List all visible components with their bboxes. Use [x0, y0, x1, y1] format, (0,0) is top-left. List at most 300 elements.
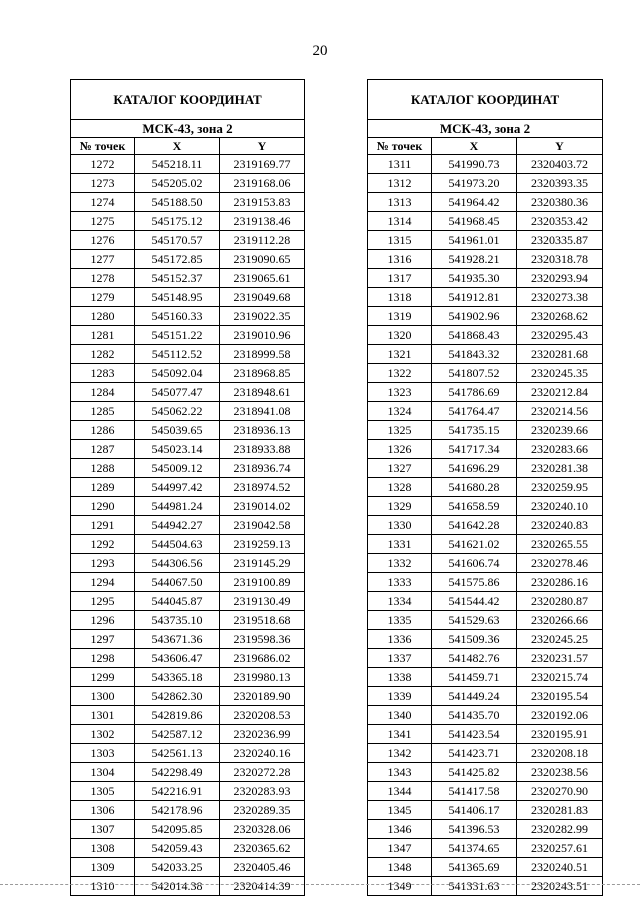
table-row [368, 649, 603, 668]
table-subtitle: МСК-43, зона 2 [71, 120, 305, 138]
y-coordinate-cell: 2318936.13 [220, 421, 305, 440]
point-number-cell: 1288 [71, 459, 135, 478]
x-coordinate-cell: 541990.73 [432, 155, 517, 174]
column-header-y: Y [220, 138, 305, 155]
point-number-cell: 1343 [368, 763, 432, 782]
y-coordinate-cell: 2318948.61 [220, 383, 305, 402]
point-number-cell: 1298 [71, 649, 135, 668]
point-number-cell: 1305 [71, 782, 135, 801]
point-number-cell: 1332 [368, 554, 432, 573]
table-row [71, 516, 305, 535]
point-number-cell: 1275 [71, 212, 135, 231]
table-row [71, 649, 305, 668]
y-coordinate-cell: 2320281.38 [517, 459, 603, 478]
table-row [368, 326, 603, 345]
table-row [71, 440, 305, 459]
table-row [368, 763, 603, 782]
point-number-cell: 1323 [368, 383, 432, 402]
x-coordinate-cell: 541717.34 [432, 440, 517, 459]
point-number-cell: 1306 [71, 801, 135, 820]
point-number-cell: 1299 [71, 668, 135, 687]
table-row [71, 459, 305, 478]
point-number-cell: 1310 [71, 877, 135, 896]
table-row [71, 763, 305, 782]
y-coordinate-cell: 2320195.54 [517, 687, 603, 706]
table-row [368, 516, 603, 535]
y-coordinate-cell: 2320403.72 [517, 155, 603, 174]
table-row [71, 421, 305, 440]
y-coordinate-cell: 2320192.06 [517, 706, 603, 725]
table-row [71, 592, 305, 611]
y-coordinate-cell: 2320393.35 [517, 174, 603, 193]
x-coordinate-cell: 542587.12 [135, 725, 220, 744]
table-row [71, 611, 305, 630]
y-coordinate-cell: 2319168.06 [220, 174, 305, 193]
point-number-cell: 1313 [368, 193, 432, 212]
point-number-cell: 1340 [368, 706, 432, 725]
point-number-cell: 1349 [368, 877, 432, 896]
x-coordinate-cell: 541575.86 [432, 573, 517, 592]
x-coordinate-cell: 541621.02 [432, 535, 517, 554]
table-row [71, 782, 305, 801]
table-row [71, 269, 305, 288]
point-number-cell: 1308 [71, 839, 135, 858]
y-coordinate-cell: 2320414.39 [220, 877, 305, 896]
x-coordinate-cell: 541406.17 [432, 801, 517, 820]
point-number-cell: 1290 [71, 497, 135, 516]
x-coordinate-cell: 545152.37 [135, 269, 220, 288]
page-number: 20 [312, 43, 328, 59]
point-number-cell: 1279 [71, 288, 135, 307]
point-number-cell: 1307 [71, 820, 135, 839]
y-coordinate-cell: 2320212.84 [517, 383, 603, 402]
y-coordinate-cell: 2320281.83 [517, 801, 603, 820]
y-coordinate-cell: 2320215.74 [517, 668, 603, 687]
y-coordinate-cell: 2320243.51 [517, 877, 603, 896]
y-coordinate-cell: 2319112.28 [220, 231, 305, 250]
y-coordinate-cell: 2320283.66 [517, 440, 603, 459]
x-coordinate-cell: 541529.63 [432, 611, 517, 630]
y-coordinate-cell: 2320266.66 [517, 611, 603, 630]
y-coordinate-cell: 2320272.28 [220, 763, 305, 782]
point-number-cell: 1326 [368, 440, 432, 459]
point-number-cell: 1334 [368, 592, 432, 611]
point-number-cell: 1339 [368, 687, 432, 706]
table-row [71, 155, 305, 174]
point-number-cell: 1327 [368, 459, 432, 478]
table-row [368, 573, 603, 592]
y-coordinate-cell: 2319145.29 [220, 554, 305, 573]
x-coordinate-cell: 545160.33 [135, 307, 220, 326]
y-coordinate-cell: 2320283.93 [220, 782, 305, 801]
y-coordinate-cell: 2320240.10 [517, 497, 603, 516]
table-row [368, 193, 603, 212]
table-row [71, 402, 305, 421]
x-coordinate-cell: 541658.59 [432, 497, 517, 516]
point-number-cell: 1337 [368, 649, 432, 668]
table-row [368, 364, 603, 383]
y-coordinate-cell: 2320257.61 [517, 839, 603, 858]
table-row [368, 858, 603, 877]
point-number-cell: 1277 [71, 250, 135, 269]
y-coordinate-cell: 2320273.38 [517, 288, 603, 307]
table-row [368, 554, 603, 573]
point-number-cell: 1281 [71, 326, 135, 345]
point-number-cell: 1276 [71, 231, 135, 250]
x-coordinate-cell: 545172.85 [135, 250, 220, 269]
table-row [71, 554, 305, 573]
y-coordinate-cell: 2320365.62 [220, 839, 305, 858]
point-number-cell: 1331 [368, 535, 432, 554]
point-number-cell: 1321 [368, 345, 432, 364]
y-coordinate-cell: 2320318.78 [517, 250, 603, 269]
table-row [71, 326, 305, 345]
table-row [368, 744, 603, 763]
x-coordinate-cell: 541680.28 [432, 478, 517, 497]
x-coordinate-cell: 541423.54 [432, 725, 517, 744]
y-coordinate-cell: 2320259.95 [517, 478, 603, 497]
x-coordinate-cell: 541365.69 [432, 858, 517, 877]
y-coordinate-cell: 2320282.99 [517, 820, 603, 839]
point-number-cell: 1344 [368, 782, 432, 801]
point-number-cell: 1293 [71, 554, 135, 573]
table-row [368, 839, 603, 858]
table-row [71, 877, 305, 896]
column-header-x: X [135, 138, 220, 155]
x-coordinate-cell: 542095.85 [135, 820, 220, 839]
point-number-cell: 1289 [71, 478, 135, 497]
y-coordinate-cell: 2320239.66 [517, 421, 603, 440]
table-row [368, 630, 603, 649]
table-row [368, 383, 603, 402]
y-coordinate-cell: 2318974.52 [220, 478, 305, 497]
table-row [71, 383, 305, 402]
x-coordinate-cell: 541735.15 [432, 421, 517, 440]
point-number-cell: 1297 [71, 630, 135, 649]
x-coordinate-cell: 541928.21 [432, 250, 517, 269]
y-coordinate-cell: 2319169.77 [220, 155, 305, 174]
x-coordinate-cell: 541696.29 [432, 459, 517, 478]
y-coordinate-cell: 2319980.13 [220, 668, 305, 687]
point-number-cell: 1286 [71, 421, 135, 440]
point-number-cell: 1335 [368, 611, 432, 630]
x-coordinate-cell: 541973.20 [432, 174, 517, 193]
x-coordinate-cell: 541544.42 [432, 592, 517, 611]
point-number-cell: 1346 [368, 820, 432, 839]
x-coordinate-cell: 545092.04 [135, 364, 220, 383]
table-row [71, 174, 305, 193]
point-number-cell: 1315 [368, 231, 432, 250]
table-row [368, 535, 603, 554]
point-number-cell: 1314 [368, 212, 432, 231]
table-row [71, 820, 305, 839]
y-coordinate-cell: 2320245.25 [517, 630, 603, 649]
y-coordinate-cell: 2320238.56 [517, 763, 603, 782]
table-row [71, 630, 305, 649]
point-number-cell: 1301 [71, 706, 135, 725]
table-row [368, 725, 603, 744]
y-coordinate-cell: 2318933.88 [220, 440, 305, 459]
y-coordinate-cell: 2320245.35 [517, 364, 603, 383]
point-number-cell: 1291 [71, 516, 135, 535]
table-row [368, 421, 603, 440]
point-number-cell: 1312 [368, 174, 432, 193]
y-coordinate-cell: 2320293.94 [517, 269, 603, 288]
point-number-cell: 1283 [71, 364, 135, 383]
table-row [71, 212, 305, 231]
x-coordinate-cell: 541961.01 [432, 231, 517, 250]
point-number-cell: 1278 [71, 269, 135, 288]
y-coordinate-cell: 2319042.58 [220, 516, 305, 535]
point-number-cell: 1294 [71, 573, 135, 592]
y-coordinate-cell: 2320280.87 [517, 592, 603, 611]
y-coordinate-cell: 2320328.06 [220, 820, 305, 839]
table-row [368, 345, 603, 364]
y-coordinate-cell: 2320240.51 [517, 858, 603, 877]
table-row [368, 782, 603, 801]
y-coordinate-cell: 2319014.02 [220, 497, 305, 516]
column-header-point-number: № точек [71, 138, 135, 155]
y-coordinate-cell: 2319010.96 [220, 326, 305, 345]
table-row [368, 307, 603, 326]
table-row [368, 288, 603, 307]
y-coordinate-cell: 2320231.57 [517, 649, 603, 668]
y-coordinate-cell: 2320380.36 [517, 193, 603, 212]
x-coordinate-cell: 541482.76 [432, 649, 517, 668]
table-row [71, 839, 305, 858]
table-row [368, 155, 603, 174]
x-coordinate-cell: 541642.28 [432, 516, 517, 535]
point-number-cell: 1324 [368, 402, 432, 421]
x-coordinate-cell: 544045.87 [135, 592, 220, 611]
point-number-cell: 1318 [368, 288, 432, 307]
table-row [71, 478, 305, 497]
table-row [71, 535, 305, 554]
y-coordinate-cell: 2319090.65 [220, 250, 305, 269]
coordinate-catalog-table-right [367, 79, 603, 896]
point-number-cell: 1328 [368, 478, 432, 497]
x-coordinate-cell: 541449.24 [432, 687, 517, 706]
table-row [368, 459, 603, 478]
x-coordinate-cell: 545175.12 [135, 212, 220, 231]
y-coordinate-cell: 2320286.16 [517, 573, 603, 592]
x-coordinate-cell: 541968.45 [432, 212, 517, 231]
y-coordinate-cell: 2319518.68 [220, 611, 305, 630]
x-coordinate-cell: 545218.11 [135, 155, 220, 174]
y-coordinate-cell: 2319130.49 [220, 592, 305, 611]
point-number-cell: 1292 [71, 535, 135, 554]
y-coordinate-cell: 2318941.08 [220, 402, 305, 421]
x-coordinate-cell: 541807.52 [432, 364, 517, 383]
y-coordinate-cell: 2319686.02 [220, 649, 305, 668]
point-number-cell: 1336 [368, 630, 432, 649]
point-number-cell: 1295 [71, 592, 135, 611]
point-number-cell: 1273 [71, 174, 135, 193]
y-coordinate-cell: 2319598.36 [220, 630, 305, 649]
point-number-cell: 1272 [71, 155, 135, 174]
table-row [71, 858, 305, 877]
y-coordinate-cell: 2320278.46 [517, 554, 603, 573]
y-coordinate-cell: 2319138.46 [220, 212, 305, 231]
point-number-cell: 1274 [71, 193, 135, 212]
y-coordinate-cell: 2320405.46 [220, 858, 305, 877]
table-row [71, 288, 305, 307]
x-coordinate-cell: 542014.38 [135, 877, 220, 896]
x-coordinate-cell: 541417.58 [432, 782, 517, 801]
point-number-cell: 1319 [368, 307, 432, 326]
point-number-cell: 1285 [71, 402, 135, 421]
x-coordinate-cell: 541396.53 [432, 820, 517, 839]
point-number-cell: 1345 [368, 801, 432, 820]
x-coordinate-cell: 545112.52 [135, 345, 220, 364]
point-number-cell: 1329 [368, 497, 432, 516]
table-row [368, 269, 603, 288]
table-row [71, 345, 305, 364]
x-coordinate-cell: 542033.25 [135, 858, 220, 877]
x-coordinate-cell: 541435.70 [432, 706, 517, 725]
x-coordinate-cell: 542059.43 [135, 839, 220, 858]
column-header-x: X [432, 138, 517, 155]
point-number-cell: 1320 [368, 326, 432, 345]
table-row [71, 250, 305, 269]
table-row [71, 497, 305, 516]
y-coordinate-cell: 2320208.53 [220, 706, 305, 725]
point-number-cell: 1287 [71, 440, 135, 459]
y-coordinate-cell: 2319153.83 [220, 193, 305, 212]
x-coordinate-cell: 542819.86 [135, 706, 220, 725]
table-row [368, 497, 603, 516]
table-row [368, 820, 603, 839]
x-coordinate-cell: 543606.47 [135, 649, 220, 668]
x-coordinate-cell: 543735.10 [135, 611, 220, 630]
x-coordinate-cell: 545023.14 [135, 440, 220, 459]
y-coordinate-cell: 2320214.56 [517, 402, 603, 421]
y-coordinate-cell: 2319049.68 [220, 288, 305, 307]
point-number-cell: 1347 [368, 839, 432, 858]
x-coordinate-cell: 541331.63 [432, 877, 517, 896]
table-row [71, 801, 305, 820]
column-header-y: Y [517, 138, 603, 155]
column-header-point-number: № точек [368, 138, 432, 155]
y-coordinate-cell: 2319065.61 [220, 269, 305, 288]
x-coordinate-cell: 542298.49 [135, 763, 220, 782]
x-coordinate-cell: 544067.50 [135, 573, 220, 592]
table-row [368, 250, 603, 269]
table-row [368, 212, 603, 231]
x-coordinate-cell: 545205.02 [135, 174, 220, 193]
y-coordinate-cell: 2320208.18 [517, 744, 603, 763]
page-bottom-rule [0, 884, 640, 885]
x-coordinate-cell: 544504.63 [135, 535, 220, 554]
table-row [71, 573, 305, 592]
y-coordinate-cell: 2320240.83 [517, 516, 603, 535]
point-number-cell: 1280 [71, 307, 135, 326]
point-number-cell: 1333 [368, 573, 432, 592]
x-coordinate-cell: 542862.30 [135, 687, 220, 706]
table-row [71, 193, 305, 212]
x-coordinate-cell: 541606.74 [432, 554, 517, 573]
x-coordinate-cell: 543365.18 [135, 668, 220, 687]
point-number-cell: 1322 [368, 364, 432, 383]
x-coordinate-cell: 544306.56 [135, 554, 220, 573]
y-coordinate-cell: 2320240.16 [220, 744, 305, 763]
x-coordinate-cell: 541425.82 [432, 763, 517, 782]
table-row [368, 877, 603, 896]
x-coordinate-cell: 541964.42 [432, 193, 517, 212]
point-number-cell: 1348 [368, 858, 432, 877]
point-number-cell: 1284 [71, 383, 135, 402]
table-row [368, 592, 603, 611]
x-coordinate-cell: 541423.71 [432, 744, 517, 763]
point-number-cell: 1302 [71, 725, 135, 744]
table-row [368, 668, 603, 687]
x-coordinate-cell: 545148.95 [135, 288, 220, 307]
y-coordinate-cell: 2318968.85 [220, 364, 305, 383]
table-title: КАТАЛОГ КООРДИНАТ [368, 80, 603, 120]
x-coordinate-cell: 545151.22 [135, 326, 220, 345]
point-number-cell: 1317 [368, 269, 432, 288]
table-row [71, 725, 305, 744]
point-number-cell: 1300 [71, 687, 135, 706]
x-coordinate-cell: 545009.12 [135, 459, 220, 478]
x-coordinate-cell: 544997.42 [135, 478, 220, 497]
x-coordinate-cell: 545077.47 [135, 383, 220, 402]
y-coordinate-cell: 2320281.68 [517, 345, 603, 364]
table-row [368, 687, 603, 706]
x-coordinate-cell: 541374.65 [432, 839, 517, 858]
x-coordinate-cell: 545039.65 [135, 421, 220, 440]
y-coordinate-cell: 2320289.35 [220, 801, 305, 820]
x-coordinate-cell: 541868.43 [432, 326, 517, 345]
point-number-cell: 1282 [71, 345, 135, 364]
x-coordinate-cell: 542178.96 [135, 801, 220, 820]
x-coordinate-cell: 542561.13 [135, 744, 220, 763]
y-coordinate-cell: 2320195.91 [517, 725, 603, 744]
table-row [368, 440, 603, 459]
y-coordinate-cell: 2318999.58 [220, 345, 305, 364]
table-row [71, 687, 305, 706]
y-coordinate-cell: 2320295.43 [517, 326, 603, 345]
x-coordinate-cell: 541902.96 [432, 307, 517, 326]
table-title: КАТАЛОГ КООРДИНАТ [71, 80, 305, 120]
point-number-cell: 1325 [368, 421, 432, 440]
point-number-cell: 1341 [368, 725, 432, 744]
point-number-cell: 1296 [71, 611, 135, 630]
y-coordinate-cell: 2320236.99 [220, 725, 305, 744]
point-number-cell: 1311 [368, 155, 432, 174]
y-coordinate-cell: 2319259.13 [220, 535, 305, 554]
table-row [368, 402, 603, 421]
table-row [71, 668, 305, 687]
y-coordinate-cell: 2320270.90 [517, 782, 603, 801]
x-coordinate-cell: 541935.30 [432, 269, 517, 288]
x-coordinate-cell: 545188.50 [135, 193, 220, 212]
x-coordinate-cell: 545170.57 [135, 231, 220, 250]
point-number-cell: 1303 [71, 744, 135, 763]
table-row [368, 174, 603, 193]
y-coordinate-cell: 2319100.89 [220, 573, 305, 592]
x-coordinate-cell: 541764.47 [432, 402, 517, 421]
x-coordinate-cell: 541459.71 [432, 668, 517, 687]
y-coordinate-cell: 2318936.74 [220, 459, 305, 478]
table-subtitle: МСК-43, зона 2 [368, 120, 603, 138]
x-coordinate-cell: 541843.32 [432, 345, 517, 364]
table-row [71, 706, 305, 725]
x-coordinate-cell: 541912.81 [432, 288, 517, 307]
coordinate-catalog-table-left [70, 79, 305, 896]
x-coordinate-cell: 544981.24 [135, 497, 220, 516]
table-row [368, 801, 603, 820]
